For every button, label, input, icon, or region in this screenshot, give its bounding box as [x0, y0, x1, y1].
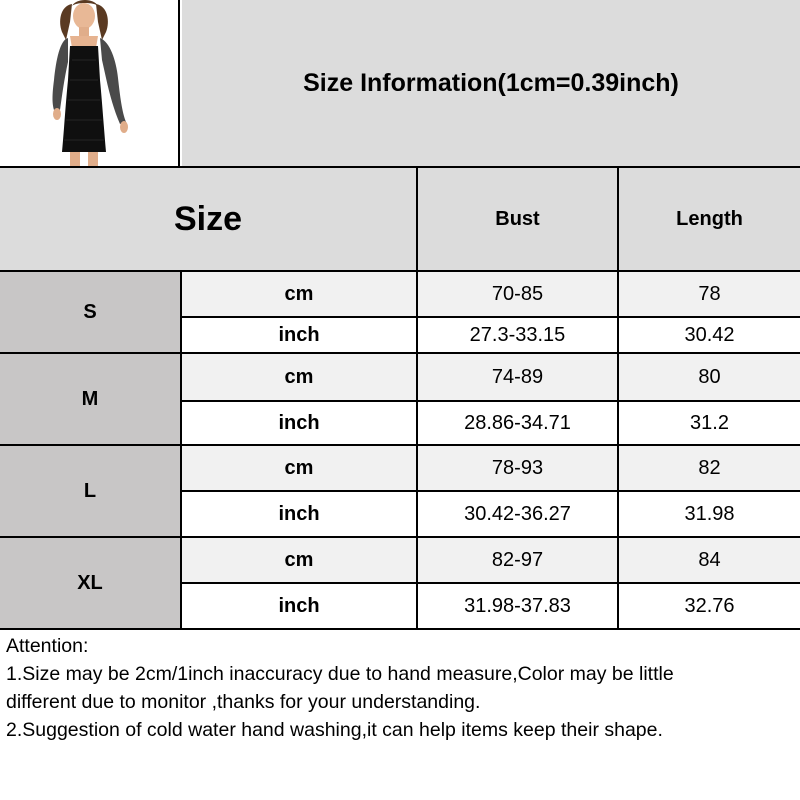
length-cm-value: 80: [619, 354, 800, 400]
notes-line: 2.Suggestion of cold water hand washing,it can help items keep their shape.: [6, 719, 663, 741]
bust-inch-value: 27.3-33.15: [418, 318, 617, 352]
grid-line: [182, 400, 800, 402]
size-label-xl: XL: [0, 538, 180, 628]
grid-line: [0, 536, 800, 538]
size-column-header: Size: [0, 168, 416, 270]
size-label-s: S: [0, 272, 180, 352]
bust-cm-value: 82-97: [418, 538, 617, 582]
dress-model-image: [0, 0, 178, 168]
bust-inch-value: 31.98-37.83: [418, 584, 617, 628]
notes-heading: Attention:: [6, 635, 89, 657]
length-cm-value: 78: [619, 272, 800, 316]
attention-notes: [0, 628, 800, 800]
product-photo: [0, 0, 180, 168]
grid-line: [617, 168, 619, 628]
grid-line: [0, 352, 800, 354]
bust-column-header: Bust: [418, 168, 617, 270]
length-inch-value: 32.76: [619, 584, 800, 628]
grid-line: [182, 316, 800, 318]
grid-line: [416, 168, 418, 628]
notes-line: 1.Size may be 2cm/1inch inaccuracy due to hand measure,Color may be little: [6, 663, 674, 685]
unit-cm-label: cm: [182, 446, 416, 490]
grid-line: [182, 582, 800, 584]
size-table: [0, 168, 800, 628]
length-inch-value: 31.2: [619, 402, 800, 444]
size-information-title: Size Information(1cm=0.39inch): [182, 0, 800, 166]
unit-cm-label: cm: [182, 272, 416, 316]
bust-cm-value: 78-93: [418, 446, 617, 490]
bust-cm-value: 70-85: [418, 272, 617, 316]
size-label-m: M: [0, 354, 180, 444]
length-column-header: Length: [619, 168, 800, 270]
unit-cm-label: cm: [182, 538, 416, 582]
unit-inch-label: inch: [182, 402, 416, 444]
bust-inch-value: 30.42-36.27: [418, 492, 617, 536]
unit-inch-label: inch: [182, 318, 416, 352]
grid-line: [180, 270, 182, 628]
grid-line: [182, 490, 800, 492]
grid-line: [0, 444, 800, 446]
length-inch-value: 30.42: [619, 318, 800, 352]
length-cm-value: 84: [619, 538, 800, 582]
size-label-l: L: [0, 446, 180, 536]
grid-line: [0, 270, 800, 272]
unit-inch-label: inch: [182, 492, 416, 536]
length-cm-value: 82: [619, 446, 800, 490]
unit-inch-label: inch: [182, 584, 416, 628]
notes-line: different due to monitor ,thanks for your understanding.: [6, 691, 481, 713]
length-inch-value: 31.98: [619, 492, 800, 536]
header: [0, 0, 800, 168]
bust-inch-value: 28.86-34.71: [418, 402, 617, 444]
bust-cm-value: 74-89: [418, 354, 617, 400]
unit-cm-label: cm: [182, 354, 416, 400]
